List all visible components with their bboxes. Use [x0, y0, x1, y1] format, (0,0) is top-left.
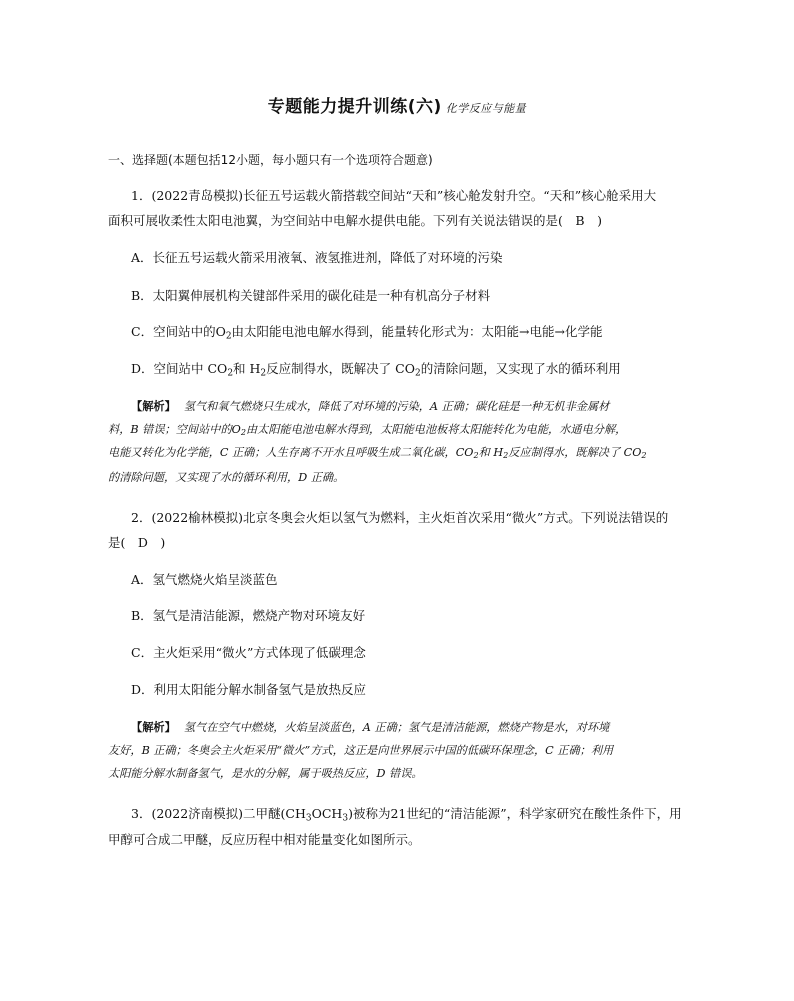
q2-option-d: D．利用太阳能分解水制备氢气是放热反应 — [131, 682, 367, 697]
subtitle-text: 化学反应与能量 — [445, 102, 527, 115]
q3-stem-line-1: 3．(2022济南模拟)二甲醚$(CH_3OCH_3)$被称为21世纪的“清洁能源”，科学家研究在酸性条件下，用 — [131, 806, 682, 824]
q2-explanation-line-3: 太阳能分解水制备氢气，是水的分解，属于吸热反应，D 错误。 — [108, 767, 423, 780]
q2-option-a: A．氢气燃烧火焰呈淡蓝色 — [131, 572, 278, 587]
q2-explanation-line-1: 【解析】 氢气在空气中燃烧，火焰呈淡蓝色，A 正确；氢气是清洁能源，燃烧产物是水，对环境 — [131, 720, 610, 734]
q1-option-d: D．空间站中 $CO_2$和 $H_2$反应制得水，既解决了 $CO_2$的清除问题，又实现了水的循环利用 — [131, 361, 621, 379]
q1-stem-line-2: 面积可展收柔性太阳电池翼，为空间站中电解水提供电能。下列有关说法错误的是( B ) — [108, 213, 602, 228]
q2-option-b: B．氢气是清洁能源，燃烧产物对环境友好 — [131, 608, 366, 623]
q1-option-a: A．长征五号运载火箭采用液氧、液氢推进剂，降低了对环境的污染 — [131, 250, 503, 265]
q2-option-c: C．主火炬采用“微火”方式体现了低碳理念 — [131, 645, 366, 660]
q1-stem-line-1: 1．(2022青岛模拟)长征五号运载火箭搭载空间站“天和”核心舱发射升空。“天和”核心舱采用大 — [131, 188, 657, 203]
title-text: 专题能力提升训练(六) — [267, 97, 442, 117]
q2-stem-line-2: 是( D ) — [108, 535, 166, 550]
page-title — [0, 92, 794, 117]
q1-option-b: B．太阳翼伸展机构关键部件采用的碳化硅是一种有机高分子材料 — [131, 288, 491, 303]
q1-explanation-line-1: 【解析】 氢气和氧气燃烧只生成水，降低了对环境的污染，A 正确；碳化硅是一种无机非金属材 — [131, 399, 610, 413]
q1-explanation-line-4: 的清除问题，又实现了水的循环利用，D 正确。 — [108, 471, 345, 484]
q1-option-c: C．空间站中的$O_2$由太阳能电池电解水得到，能量转化形式为：太阳能→电能→化学能 — [131, 324, 603, 342]
section-heading: 一、选择题(本题包括12小题，每小题只有一个选项符合题意) — [108, 153, 433, 167]
explanation-tag: 【解析】 — [131, 399, 176, 413]
q1-explanation-line-3: 电能又转化为化学能，C 正确；人生存离不开水且呼吸生成二氧化碳，$CO_2$和 $H_2$反应制得水，既解决了 $CO_2$ — [108, 446, 647, 461]
q2-stem-line-1: 2．(2022榆林模拟)北京冬奥会火炬以氢气为燃料，主火炬首次采用“微火”方式。下列说法错误的 — [131, 510, 669, 525]
q3-stem-line-2: 甲醇可合成二甲醚，反应历程中相对能量变化如图所示。 — [108, 832, 421, 847]
q1-explanation-line-2: 料，B 错误；空间站中的$O_2$由太阳能电池电解水得到，太阳能电池板将太阳能转化为电能，水通电分解， — [108, 423, 627, 438]
explanation-tag: 【解析】 — [131, 720, 176, 734]
q2-explanation-line-2: 友好，B 正确；冬奥会主火炬采用“微火”方式，这正是向世界展示中国的低碳环保理念，C 正确；利用 — [108, 744, 614, 757]
